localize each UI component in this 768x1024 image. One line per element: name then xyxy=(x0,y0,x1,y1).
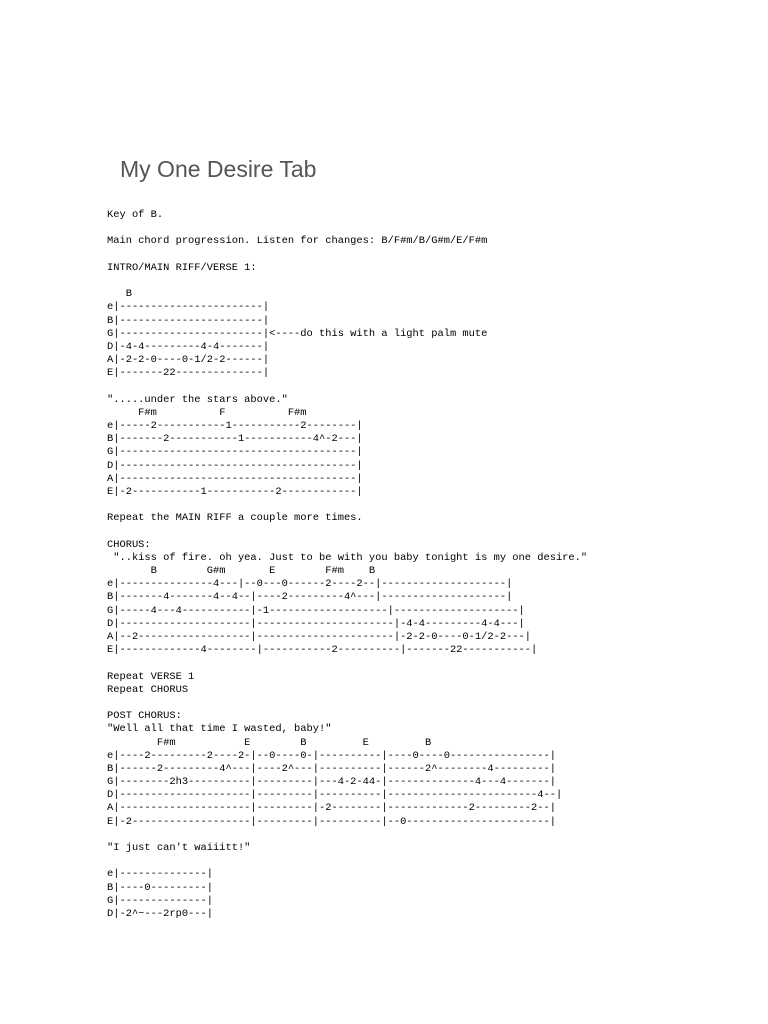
tab-line: e|-----2-----------1-----------2--------| xyxy=(107,420,363,432)
tab-line: INTRO/MAIN RIFF/VERSE 1: xyxy=(107,261,257,274)
tab-line xyxy=(107,275,757,288)
tab-body xyxy=(107,209,757,921)
tab-line: B|-------4-------4--4--|----2---------4^---|--------------------| xyxy=(107,591,513,604)
tab-line: B G#m E F#m B xyxy=(107,565,376,578)
tab-line: Main chord progression. Listen for changes: B/F#m/B/G#m/E/F#m xyxy=(107,235,488,248)
tab-line: D|-4-4---------4-4-------| xyxy=(107,340,270,353)
tab-line: "Well all that time I wasted, baby!" xyxy=(107,723,332,736)
tab-line xyxy=(107,657,757,670)
tab-line: CHORUS: xyxy=(107,538,151,551)
tab-line: G|--------2h3----------|---------|---4-2-44-|--------------4---4-------| xyxy=(107,776,556,789)
tab-line: e|--------------| xyxy=(107,868,214,881)
tab-line: G|-----4---4-----------|-1-------------------|--------------------| xyxy=(107,604,525,617)
tab-line: Repeat VERSE 1 xyxy=(107,670,195,683)
tab-line xyxy=(107,380,757,393)
tab-line: D|--------------------------------------| xyxy=(107,459,363,472)
tab-line xyxy=(107,697,757,710)
tab-line: D|---------------------|---------|----------|------------------------4--| xyxy=(107,789,563,802)
tab-line xyxy=(107,249,757,262)
tab-line: POST CHORUS: xyxy=(107,710,182,723)
tab-line: E|-2-------------------|---------|----------|--0-----------------------| xyxy=(107,815,556,828)
tab-line: e|-----------------------| xyxy=(107,301,270,314)
tab-line: G|--------------------------------------| xyxy=(107,446,363,459)
tab-line: A|--------------------------------------| xyxy=(107,472,363,485)
tab-line: e|---------------4---|--0---0------2----2--|--------------------| xyxy=(107,578,513,591)
tab-line: A|---------------------|---------|-2--------|-------------2---------2--| xyxy=(107,802,556,815)
tab-line xyxy=(107,222,757,235)
tab-line: B|----0---------| xyxy=(107,881,214,894)
page-title: My One Desire Tab xyxy=(120,156,317,182)
tab-line xyxy=(107,855,757,868)
tab-line: E|-------22--------------| xyxy=(107,367,270,380)
tab-line: E|-------------4--------|-----------2----------|-------22-----------| xyxy=(107,644,538,657)
tab-line: F#m F F#m xyxy=(107,406,307,419)
tab-line: B|-----------------------| xyxy=(107,314,270,327)
tab-line: B|-------2-----------1-----------4^-2---| xyxy=(107,433,363,446)
tab-line: E|-2-----------1-----------2------------| xyxy=(107,485,363,498)
tab-line: A|--2------------------|----------------------|-2-2-0----0-1/2-2---| xyxy=(107,631,532,643)
tab-line: "I just can't waiiitt!" xyxy=(107,842,251,854)
tab-line: ".....under the stars above." xyxy=(107,393,288,406)
tab-line: G|-----------------------|<----do this with a light palm mute xyxy=(107,327,488,340)
tab-line: G|--------------| xyxy=(107,894,214,907)
tab-line: Key of B. xyxy=(107,209,164,221)
tab-line: B xyxy=(107,288,132,301)
tab-line: B|------2---------4^---|----2^---|----------|------2^--------4---------| xyxy=(107,762,556,775)
tab-line: F#m E B E B xyxy=(107,736,432,749)
tab-line: D|-2^~---2rp0---| xyxy=(107,907,214,920)
tab-line xyxy=(107,526,757,539)
tab-line: A|-2-2-0----0-1/2-2------| xyxy=(107,354,270,367)
tab-line: Repeat the MAIN RIFF a couple more times. xyxy=(107,512,363,525)
tab-line: e|----2---------2----2-|--0----0-|----------|----0----0----------------| xyxy=(107,749,556,762)
tab-line xyxy=(107,829,757,842)
tab-line: Repeat CHORUS xyxy=(107,683,189,696)
tab-line: "..kiss of fire. oh yea. Just to be with you baby tonight is my one desire." xyxy=(107,551,588,564)
tab-line xyxy=(107,499,757,512)
tab-line: D|---------------------|----------------------|-4-4---------4-4---| xyxy=(107,617,525,630)
